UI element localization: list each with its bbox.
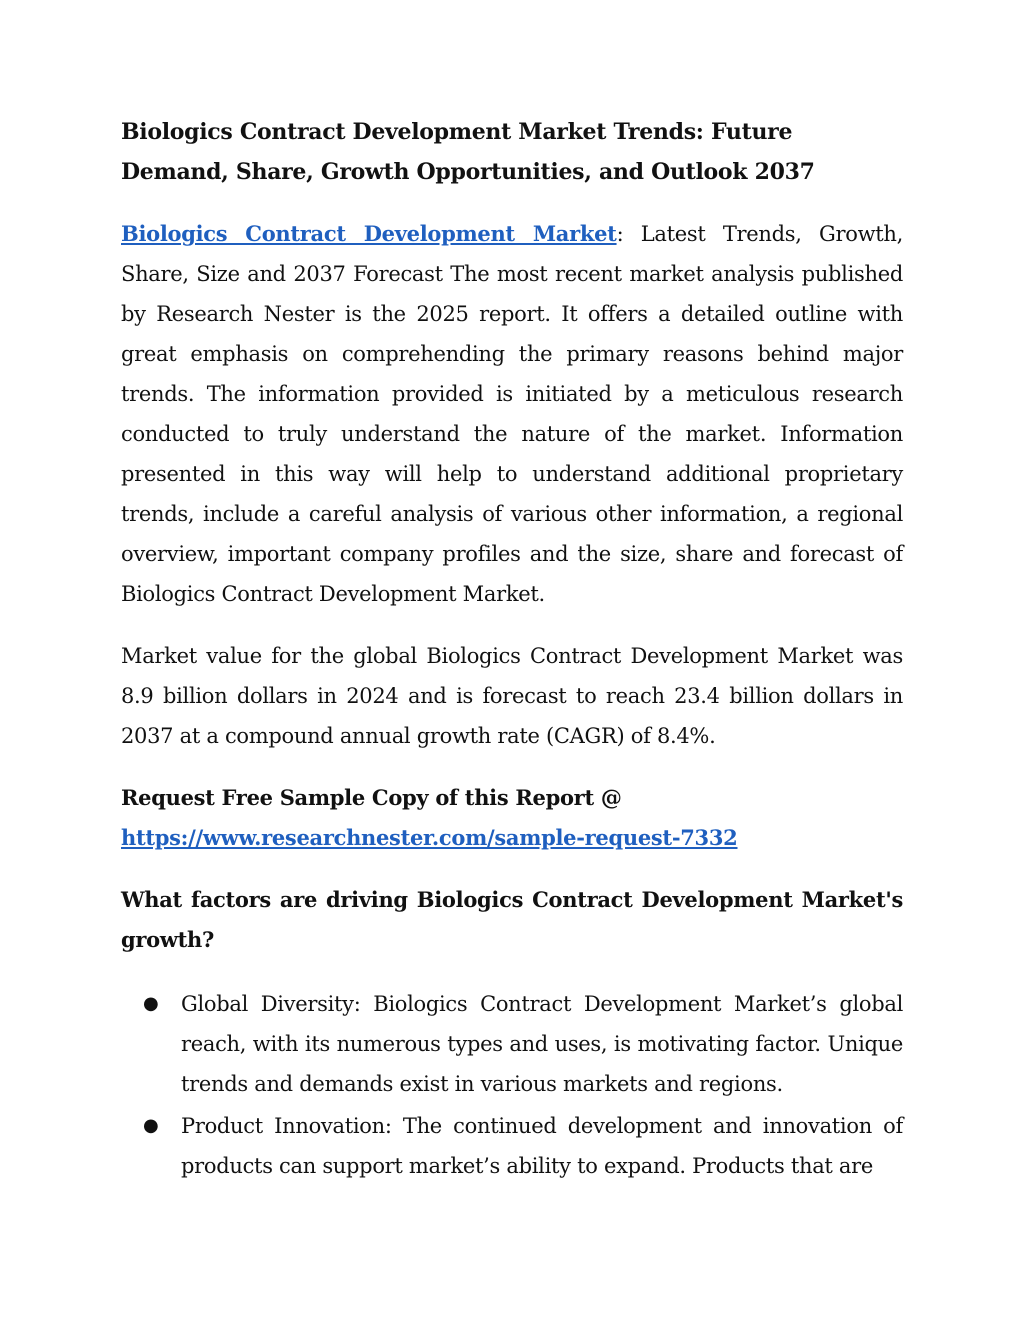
sample-request-label: Request Free Sample Copy of this Report @ xyxy=(121,785,622,810)
list-item-text: Product Innovation: The continued development and innovation of products can support market’s ability to expand. Products that are xyxy=(181,1114,903,1178)
list-item-text: Global Diversity: Biologics Contract Development Market’s global reach, with its numerous types and uses, is motivating factor. Unique trends and demands exist in various markets and regions. xyxy=(181,992,903,1096)
list-item xyxy=(121,1106,903,1186)
intro-text: : Latest Trends, Growth, Share, Size and 2037 Forecast The most recent market analysis published by Research Nester is the 2025 report. It offers a detailed outline with great emphasis on comprehending the primary reasons behind major trends. The information provided is initiated by a meticulous research conducted to truly understand the nature of the market. Information presented in this way will help to understand additional proprietary trends, include a careful analysis of various other information, a regional overview, important company profiles and the size, share and forecast of Biologics Contract Development Market. xyxy=(121,222,903,606)
growth-factors-list xyxy=(121,984,903,1186)
bullet-icon: ● xyxy=(143,1115,159,1136)
list-item xyxy=(121,984,903,1104)
sample-request-link[interactable]: https://www.researchnester.com/sample-request-7332 xyxy=(121,825,738,850)
intro-paragraph xyxy=(121,214,903,614)
growth-question-heading: What factors are driving Biologics Contract Development Market's growth? xyxy=(121,887,903,952)
bullet-icon: ● xyxy=(143,993,159,1014)
sample-request-block xyxy=(121,778,903,858)
document-title: Biologics Contract Development Market Trends: Future Demand, Share, Growth Opportunities, and Outlook 2037 xyxy=(121,119,815,185)
document-page xyxy=(121,112,903,1188)
market-link[interactable]: Biologics Contract Development Market xyxy=(121,221,617,246)
market-value-paragraph: Market value for the global Biologics Contract Development Market was 8.9 billion dollars in 2024 and is forecast to reach 23.4 billion dollars in 2037 at a compound annual growth rate (CAGR) of 8.4%. xyxy=(121,644,903,748)
